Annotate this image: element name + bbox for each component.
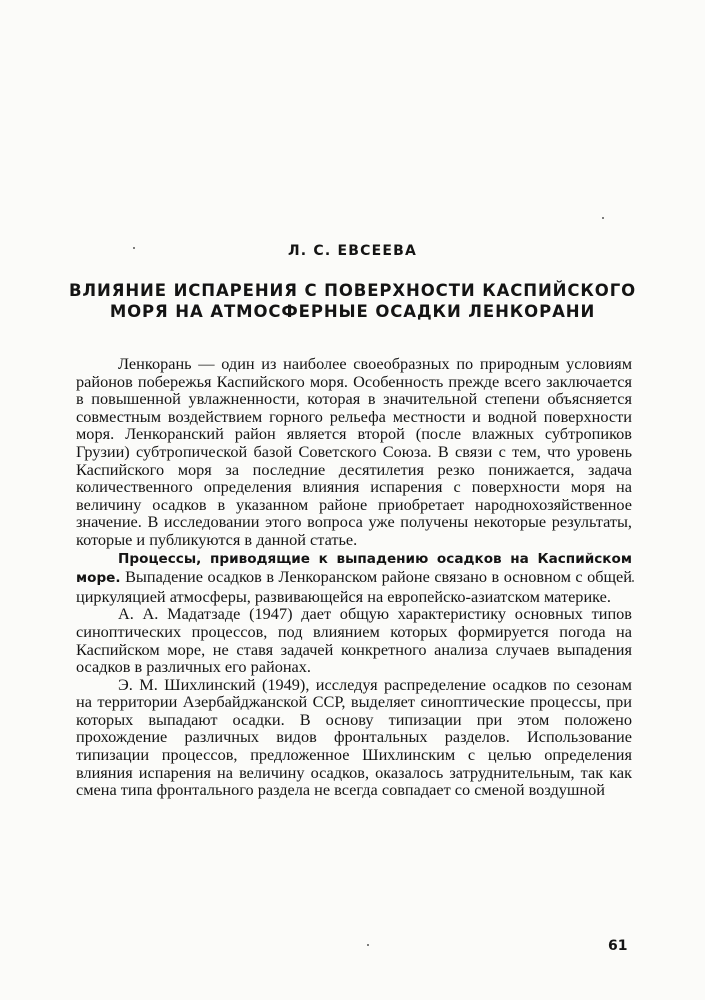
paragraph-2 <box>76 549 632 606</box>
print-speck <box>602 217 604 219</box>
paragraph-2-text: Выпадение осадков в Ленкоранском районе связано в основном с общей циркуляцией атмосферы, развивающейся на европейско-азиатском материке. <box>76 567 632 606</box>
print-speck <box>367 944 369 946</box>
article-title-line-1: ВЛИЯНИЕ ИСПАРЕНИЯ С ПОВЕРХНОСТИ КАСПИЙСКОГО <box>68 281 637 300</box>
paragraph-4: Э. М. Шихлинский (1949), исследуя распределение осадков по сезонам на территории Азербайджанской ССР, выделяет синоптические процессы, при которых выпадают осадки. В основу типизации при этом положено прохождение различных видов фронтальных разделов. Использование типизации процессов, предложенное Шихлинским с целью определения влияния испарения на величину осадков, оказалось затруднительным, так как смена типа фронтального раздела не всегда совпадает со сменой воздушной <box>76 674 632 800</box>
print-speck <box>133 247 135 249</box>
author-name: Л. С. ЕВСЕЕВА <box>287 243 418 259</box>
section-heading: Процессы, приводящие к выпадению осадков на Каспийском море. <box>76 550 632 587</box>
article-title <box>40 280 665 322</box>
article-body <box>76 355 632 799</box>
paragraph-3: А. А. Мадатзаде (1947) дает общую характеристику основных типов синоптических процессов, под влиянием которых формируется погода на Каспийском море, не ставя задачей конкретного анализа случаев выпадения осадков в различных его районах. <box>76 604 632 677</box>
print-speck <box>632 580 634 582</box>
article-title-line-2: МОРЯ НА АТМОСФЕРНЫЕ ОСАДКИ ЛЕНКОРАНИ <box>109 302 596 321</box>
paragraph-1: Ленкорань — один из наиболее своеобразных по природным условиям районов побережья Каспийского моря. Особенность прежде всего заключается в повышенной увлажненности, которая в значительной степени объясняется совместным воздействием горного рельефа местности и водной поверхности моря. Ленкоранский район является второй (после влажных субтропиков Грузии) субтропической базой Советского Союза. В связи с тем, что уровень Каспийского моря за последние десятилетия резко понижается, задача количественного определения влияния испарения с поверхности моря на величину осадков в указанном районе приобретает народнохозяйственное значение. В исследовании этого вопроса уже получены некоторые результаты, которые и публикуются в данной статье. <box>76 354 632 549</box>
page-number: 61 <box>608 938 628 954</box>
